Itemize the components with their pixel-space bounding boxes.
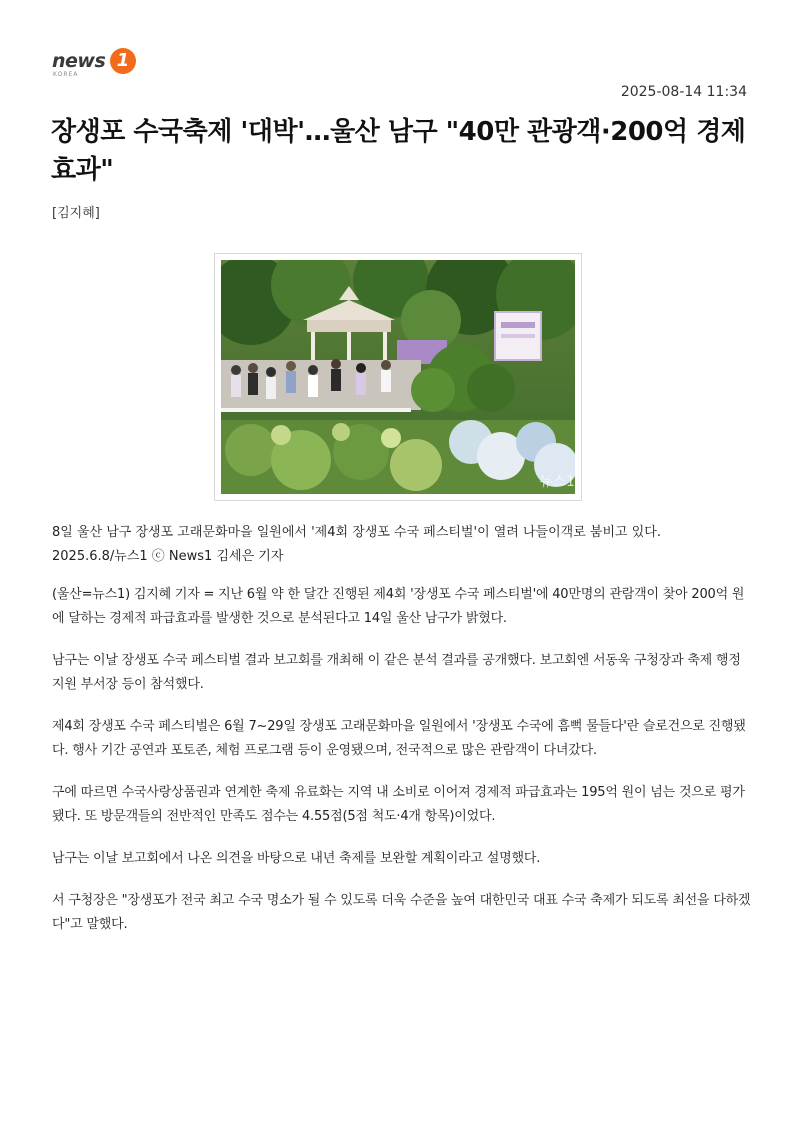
caption-line: 8일 울산 남구 장생포 고래문화마을 일원에서 '제4회 장생포 수국 페스티벌'이 열려 나들이객로 붐비고 있다. (52, 525, 661, 540)
caption-credit: 2025.6.8/뉴스1 ⓒ News1 김세은 기자 (52, 549, 284, 564)
photo-caption (52, 521, 752, 569)
article-photo (214, 253, 582, 501)
logo-wordmark: news (52, 50, 106, 72)
article-paragraph: 구에 따르면 수국사랑상품권과 연계한 축제 유료화는 지역 내 소비로 이어져 경제적 파급효과는 195억 원이 넘는 것으로 평가됐다. 또 방문객들의 전반적인 만족도 점수는 4.55점(5점 척도·4개 항목)이었다. (52, 785, 745, 824)
article-paragraph: 남구는 이날 보고회에서 나온 의견을 바탕으로 내년 축제를 보완할 계획이라고 설명했다. (52, 851, 541, 866)
logo-badge: 1 (110, 48, 136, 74)
news1-logo[interactable] (52, 48, 142, 80)
festival-photo-illustration (221, 260, 575, 494)
logo-subtitle: KOREA (53, 71, 79, 78)
article-headline: 장생포 수국축제 '대박'…울산 남구 "40만 관광객·200억 경제 효과" (51, 117, 746, 185)
article-byline: [김지혜] (52, 206, 100, 221)
article-paragraph: 남구는 이날 장생포 수국 페스티벌 결과 보고회를 개최해 이 같은 분석 결과를 공개했다. 보고회엔 서동욱 구청장과 축제 행정지원 부서장 등이 참석했다. (52, 653, 741, 692)
article-paragraph: 서 구청장은 "장생포가 전국 최고 수국 명소가 될 수 있도록 더욱 수준을 높여 대한민국 대표 수국 축제가 되도록 최선을 다하겠다"고 말했다. (52, 893, 751, 932)
article-paragraph: 제4회 장생포 수국 페스티벌은 6월 7~29일 장생포 고래문화마을 일원에서 '장생포 수국에 흠뻑 물들다'란 슬로건으로 진행됐다. 행사 기간 공연과 포토존, 체험 프로그램 등이 운영됐으며, 전국적으로 많은 관람객이 다녀갔다. (52, 719, 746, 758)
publish-datetime: 2025-08-14 11:34 (620, 84, 747, 100)
photo-watermark: 뉴스1 (539, 474, 575, 490)
article-body (52, 583, 752, 955)
article-paragraph: (울산=뉴스1) 김지혜 기자 = 지난 6월 약 한 달간 진행된 제4회 '장생포 수국 페스티벌'에 40만명의 관람객이 찾아 200억 원에 달하는 경제적 파급효과를 발생한 것으로 분석된다고 14일 울산 남구가 밝혔다. (52, 587, 745, 626)
